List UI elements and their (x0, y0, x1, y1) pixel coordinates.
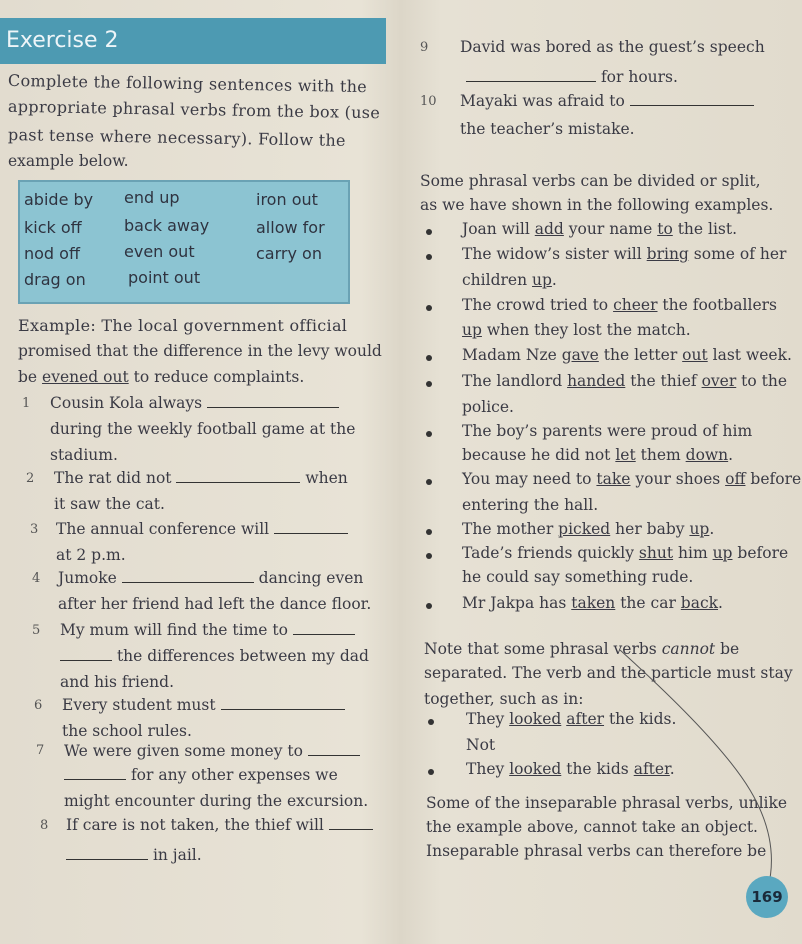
question-text: at 2 p.m. (56, 546, 126, 564)
question-text: for hours. (466, 68, 678, 86)
example-sentence: The landlord handed the thief over to the (462, 372, 788, 390)
bullet-icon (426, 381, 432, 387)
example-sentence: children up. (462, 271, 557, 289)
verb-item: iron out (256, 190, 318, 209)
question-text: The rat did not when (54, 469, 348, 487)
question-text: it saw the cat. (54, 495, 165, 513)
example-sentence: The boy’s parents were proud of him (462, 422, 753, 440)
question-text: the school rules. (62, 722, 192, 740)
example-line: be evened out to reduce complaints. (18, 368, 305, 386)
paragraph-line: the example above, cannot take an object. (426, 818, 758, 836)
question-text: David was bored as the guest’s speech (460, 38, 765, 56)
question-text: Cousin Kola always (50, 394, 339, 412)
exercise-title: Exercise 2 (6, 28, 119, 53)
example-sentence: Madam Nze gave the letter out last week. (462, 346, 792, 364)
example-sentence: The widow’s sister will bring some of her (462, 245, 787, 263)
exercise-banner (0, 18, 386, 64)
question-number: 8 (40, 818, 49, 833)
question-number: 2 (26, 471, 35, 486)
answer-blank[interactable] (308, 754, 360, 756)
paragraph-line: separated. The verb and the particle must stay (424, 664, 793, 682)
bullet-icon (426, 553, 432, 559)
example-sentence: Joan will add your name to the list. (462, 220, 738, 238)
example-line: promised that the difference in the levy would (18, 342, 382, 360)
question-text: and his friend. (60, 673, 175, 691)
question-text: stadium. (50, 446, 118, 464)
question-number: 4 (32, 571, 41, 586)
bullet-icon (426, 229, 432, 235)
example-sentence: up when they lost the match. (462, 321, 691, 339)
not-label: Not (466, 736, 496, 754)
verb-item: allow for (256, 218, 325, 237)
question-text: might encounter during the excursion. (64, 792, 369, 810)
bullet-icon (426, 603, 432, 609)
answer-blank[interactable] (329, 828, 373, 830)
paragraph-line: Inseparable phrasal verbs can therefore be (426, 842, 767, 860)
answer-blank[interactable] (466, 80, 596, 82)
question-text: My mum will find the time to (60, 621, 355, 639)
answer-blank[interactable] (630, 104, 754, 106)
question-number: 6 (34, 698, 43, 713)
bullet-icon (426, 431, 432, 437)
answer-blank[interactable] (66, 858, 148, 860)
example-sentence: he could say something rude. (462, 568, 694, 586)
instruction-line: example below. (8, 152, 129, 170)
instruction-line: appropriate phrasal verbs from the box (use (7, 96, 381, 123)
example-sentence: They looked the kids after. (466, 760, 675, 778)
answer-blank[interactable] (122, 581, 254, 583)
question-text: Jumoke dancing even (58, 569, 364, 587)
paragraph-line: Some phrasal verbs can be divided or split, (420, 172, 761, 190)
bullet-icon (426, 479, 432, 485)
answer-blank[interactable] (64, 778, 126, 780)
verb-item: even out (124, 242, 195, 261)
question-number: 3 (30, 522, 39, 537)
question-number: 1 (22, 396, 31, 411)
example-sentence: Mr Jakpa has taken the car back. (462, 594, 723, 612)
bullet-icon (428, 719, 434, 725)
example-sentence: police. (462, 398, 514, 416)
question-text: The annual conference will (56, 520, 348, 538)
question-number: 10 (420, 94, 437, 109)
example-sentence: Tade’s friends quickly shut him up before (462, 544, 789, 562)
answer-blank[interactable] (293, 633, 355, 635)
question-text: the teacher’s mistake. (460, 120, 635, 138)
paragraph-line: Some of the inseparable phrasal verbs, unlike (426, 794, 788, 812)
pencil-mark (600, 640, 800, 900)
paragraph-line: together, such as in: (424, 690, 584, 708)
example-line: Example: The local government official (18, 316, 348, 335)
verb-item: abide by (24, 190, 94, 209)
example-sentence: They looked after the kids. (466, 710, 677, 728)
question-text: If care is not taken, the thief will (66, 816, 373, 834)
example-sentence: The mother picked her baby up. (462, 520, 715, 538)
verb-item: carry on (256, 244, 322, 263)
page-number: 169 (746, 876, 788, 918)
answer-blank[interactable] (60, 659, 112, 661)
paragraph-line: as we have shown in the following examples. (420, 196, 774, 214)
bullet-icon (426, 355, 432, 361)
question-text: in jail. (66, 846, 202, 864)
answer-blank[interactable] (274, 532, 348, 534)
bullet-icon (428, 769, 434, 775)
question-text: during the weekly football game at the (50, 420, 356, 438)
phrasal-verb-box (18, 180, 350, 304)
verb-item: back away (124, 216, 210, 235)
question-number: 7 (36, 743, 45, 758)
answer-blank[interactable] (176, 481, 300, 483)
paragraph-line: Note that some phrasal verbs cannot be (424, 640, 740, 658)
question-text: the differences between my dad (60, 647, 369, 665)
instruction-line: past tense where necessary). Follow the (7, 125, 346, 150)
bullet-icon (426, 305, 432, 311)
question-text: for any other expenses we (64, 766, 338, 784)
answer-blank[interactable] (221, 708, 345, 710)
example-sentence: entering the hall. (462, 496, 599, 514)
verb-item: point out (128, 268, 201, 287)
bullet-icon (426, 254, 432, 260)
question-text: Mayaki was afraid to (460, 92, 754, 110)
question-number: 5 (32, 623, 41, 638)
question-number: 9 (420, 40, 429, 55)
answer-blank[interactable] (207, 406, 339, 408)
example-sentence: because he did not let them down. (462, 446, 734, 464)
question-text: after her friend had left the dance floor. (58, 595, 372, 613)
verb-item: end up (124, 188, 180, 207)
question-text: Every student must (62, 696, 345, 714)
question-text: We were given some money to (64, 742, 360, 760)
verb-item: nod off (24, 244, 80, 263)
example-sentence: The crowd tried to cheer the footballers (462, 296, 777, 314)
verb-item: drag on (24, 270, 86, 289)
verb-item: kick off (24, 218, 82, 237)
instruction-line: Complete the following sentences with the (7, 70, 368, 97)
example-sentence: You may need to take your shoes off before (462, 470, 802, 488)
bullet-icon (426, 529, 432, 535)
